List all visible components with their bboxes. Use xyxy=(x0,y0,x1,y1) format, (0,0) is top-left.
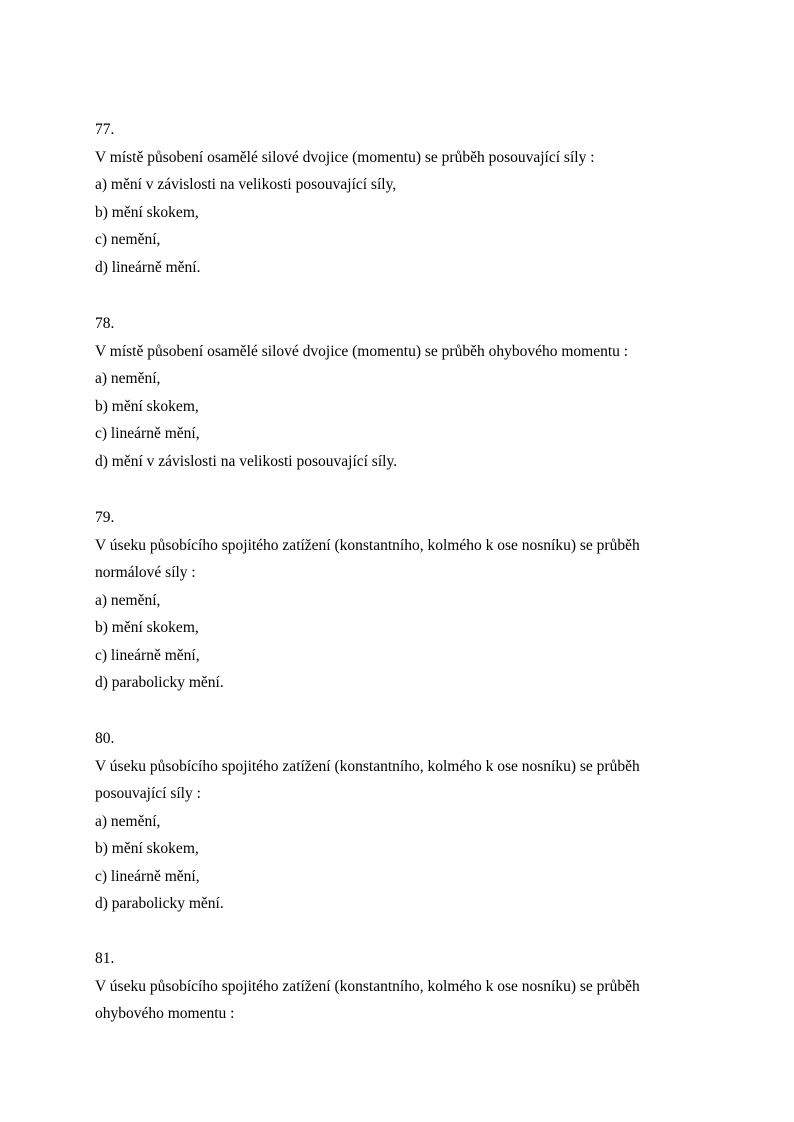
question-77 xyxy=(95,116,775,281)
option-c: c) lineárně mění, xyxy=(95,867,200,885)
question-number: 77. xyxy=(95,121,115,138)
option-d: d) parabolicky mění. xyxy=(95,895,224,912)
question-81 xyxy=(95,945,775,1028)
option-d: d) parabolicky mění. xyxy=(95,674,224,691)
question-text: V úseku působícího spojitého zatížení (konstantního, kolmého k ose nosníku) se průběh xyxy=(95,536,640,554)
option-c: c) lineárně mění, xyxy=(95,425,200,442)
option-c: c) lineárně mění, xyxy=(95,646,200,664)
question-number: 80. xyxy=(95,730,115,747)
option-d: d) mění v závislosti na velikosti posouvající síly. xyxy=(95,452,398,470)
option-d: d) lineárně mění. xyxy=(95,258,201,276)
question-text-continued: normálové síly : xyxy=(95,564,196,581)
question-text-continued: posouvající síly : xyxy=(95,785,201,802)
question-80 xyxy=(95,725,775,918)
question-text: V místě působení osamělé silové dvojice (momentu) se průběh ohybového momentu : xyxy=(95,342,629,360)
question-text: V úseku působícího spojitého zatížení (konstantního, kolmého k ose nosníku) se průběh xyxy=(95,757,640,775)
question-79 xyxy=(95,504,775,697)
option-a: a) mění v závislosti na velikosti posouvající síly, xyxy=(95,176,397,193)
question-number: 81. xyxy=(95,950,115,967)
question-number: 79. xyxy=(95,509,115,526)
question-text: V místě působení osamělé silové dvojice (momentu) se průběh posouvající síly : xyxy=(95,148,595,166)
question-78 xyxy=(95,310,775,475)
option-a: a) nemění, xyxy=(95,370,161,387)
option-a: a) nemění, xyxy=(95,812,161,830)
option-c: c) nemění, xyxy=(95,231,161,248)
question-number: 78. xyxy=(95,315,115,332)
option-b: b) mění skokem, xyxy=(95,203,199,221)
option-b: b) mění skokem, xyxy=(95,397,199,415)
question-text-continued: ohybového momentu : xyxy=(95,1005,235,1022)
question-text: V úseku působícího spojitého zatížení (konstantního, kolmého k ose nosníku) se průběh xyxy=(95,977,640,995)
option-b: b) mění skokem, xyxy=(95,619,199,636)
option-b: b) mění skokem, xyxy=(95,840,199,857)
option-a: a) nemění, xyxy=(95,591,161,609)
